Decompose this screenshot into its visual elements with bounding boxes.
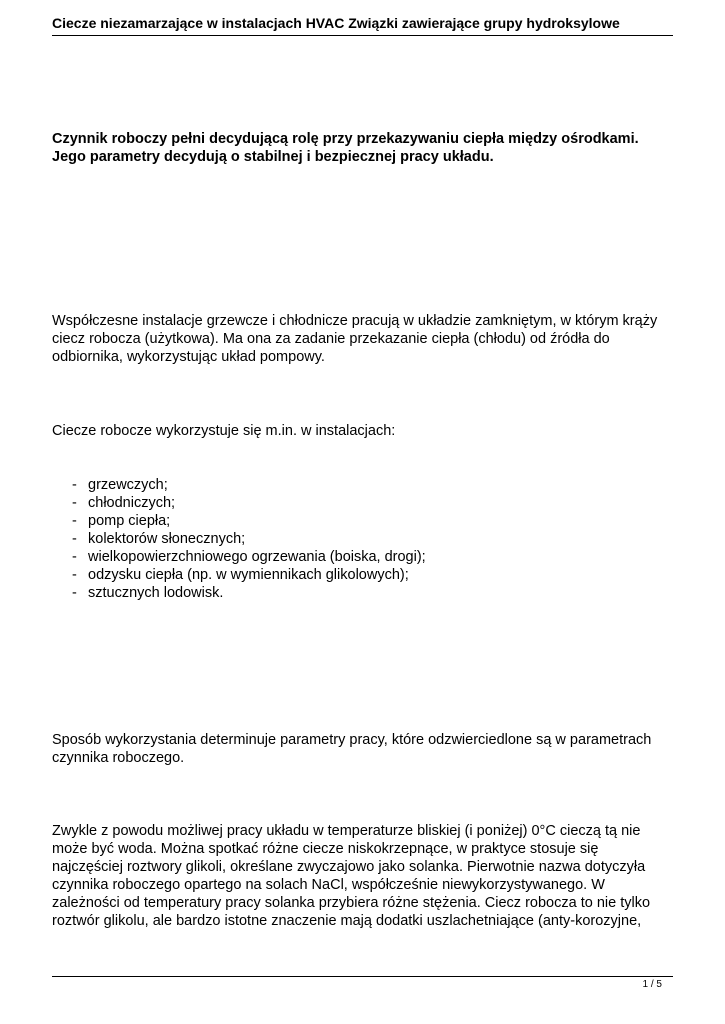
- header-divider: [52, 35, 673, 36]
- list-item-text: kolektorów słonecznych;: [88, 531, 246, 547]
- list-item-text: wielkopowierzchniowego ogrzewania (boiska, drogi);: [88, 549, 426, 565]
- body-paragraph-glycol: Zwykle z powodu możliwej pracy układu w temperaturze bliskiej (i poniżej) 0°C cieczą tą nie może być woda. Można spotkać różne ciecze niskokrzepnące, w praktyce stosuje się najczęściej roztwory glikoli, określane zwyczajowo jako solanka. Pierwotnie nazwa dotyczyła czynnika roboczego opartego na solach NaCl, współcześnie niewykorzystywanego. W zależności od temperatury pracy solanka przybiera różne stężenia. Ciecz robocza to nie tylko roztwór glikolu, ale bardzo istotne znaczenie mają dodatki uszlachetniające (anty-korozyjne,: [52, 823, 651, 929]
- footer-divider: [52, 976, 673, 977]
- list-item-text: pomp ciepła;: [88, 513, 171, 529]
- list-item: [52, 512, 673, 530]
- list-item-text: sztucznych lodowisk.: [88, 585, 224, 601]
- list-marker: -: [72, 513, 77, 529]
- list-item-text: grzewczych;: [88, 477, 168, 493]
- applications-list: [52, 476, 673, 602]
- list-marker: -: [72, 567, 77, 583]
- list-item: [52, 494, 673, 512]
- list-item: [52, 566, 673, 584]
- list-marker: -: [72, 495, 77, 511]
- list-marker: -: [72, 531, 77, 547]
- document-header-title: Ciecze niezamarzające w instalacjach HVAC Związki zawierające grupy hydroksylowe: [52, 15, 620, 31]
- body-paragraph-applications: Ciecze robocze wykorzystuje się m.in. w instalacjach:: [52, 423, 396, 439]
- list-item: [52, 530, 673, 548]
- list-item: [52, 476, 673, 494]
- list-marker: -: [72, 549, 77, 565]
- body-paragraph-parameters: Sposób wykorzystania determinuje parametry pracy, które odzwierciedlone są w parametrach czynnika roboczego.: [52, 732, 652, 766]
- list-marker: -: [72, 477, 77, 493]
- list-item-text: chłodniczych;: [88, 495, 176, 511]
- list-marker: -: [72, 585, 77, 601]
- body-paragraph-intro: Współczesne instalacje grzewcze i chłodnicze pracują w układzie zamkniętym, w którym krąży ciecz robocza (użytkowa). Ma ona za zadanie przekazanie ciepła (chłodu) od źródła do odbiornika, wykorzystując układ pompowy.: [52, 313, 658, 365]
- page-number: 1 / 5: [642, 979, 662, 990]
- list-item: [52, 584, 673, 602]
- list-item-text: odzysku ciepła (np. w wymiennikach glikolowych);: [88, 567, 409, 583]
- list-item: [52, 548, 673, 566]
- lead-paragraph: Czynnik roboczy pełni decydującą rolę przy przekazywaniu ciepła między ośrodkami. Jego parametry decydują o stabilnej i bezpiecznej pracy układu.: [52, 131, 639, 165]
